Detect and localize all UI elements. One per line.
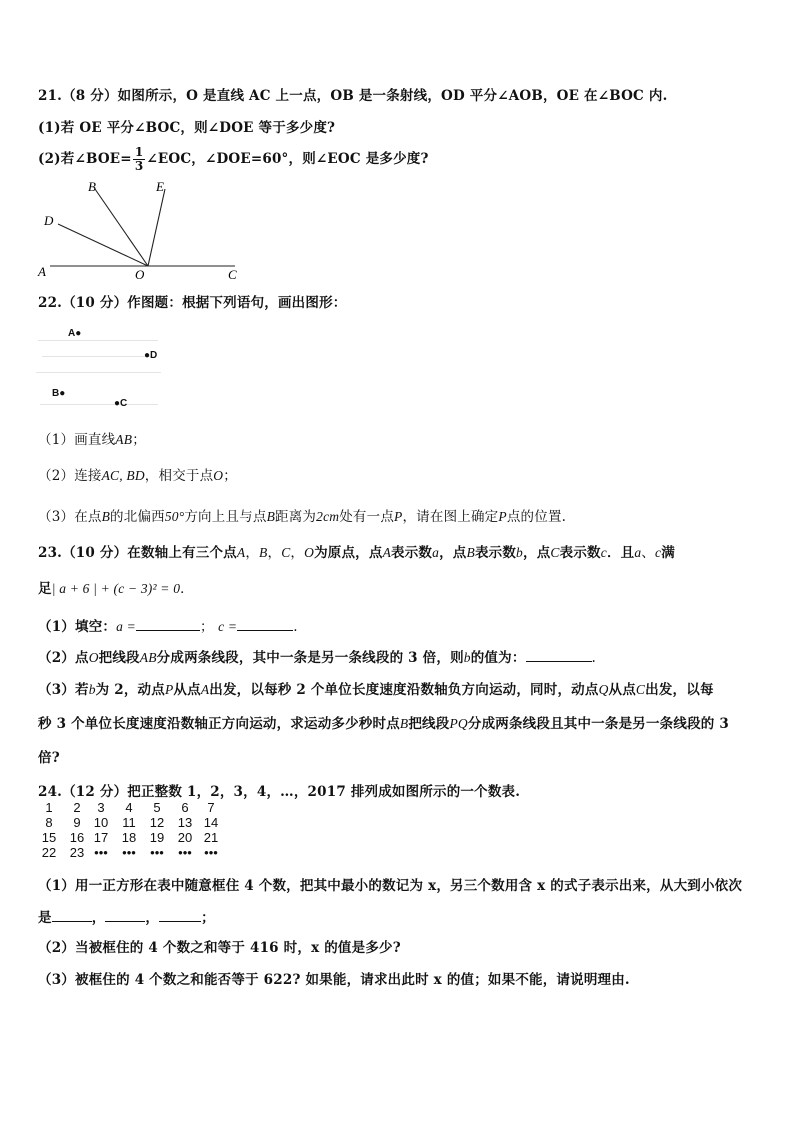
- table-cell: 11: [122, 815, 136, 830]
- text: 表示数: [474, 545, 517, 561]
- math-var: O: [88, 650, 99, 665]
- q23-part3-line3: 倍?: [38, 750, 60, 766]
- math-var: B: [266, 509, 276, 524]
- q24-part3: （3）被框住的 4 个数之和能否等于 622? 如果能，请求出此时 x 的值；如果不能，请说明理由.: [38, 972, 630, 988]
- math-var: c: [600, 545, 607, 560]
- q21-part2-suffix: ∠EOC，∠DOE=60°，则∠EOC 是多少度?: [146, 151, 429, 167]
- math-var: C: [635, 682, 646, 697]
- q24-part1-line1: （1）用一正方形在表中随意框住 4 个数，把其中最小的数记为 x，另三个数用含 x 的式子表示出来，从大到小依次: [38, 878, 743, 894]
- text: 的北偏西: [110, 509, 165, 525]
- math-var: C: [550, 545, 560, 560]
- point-b: B●: [52, 388, 66, 399]
- text: 23.（10 分）在数轴上有三个点: [38, 545, 237, 561]
- scan-noise: [42, 356, 152, 357]
- math-var: AC, BD: [101, 468, 145, 483]
- table-cell: 3: [97, 800, 105, 815]
- table-cell: 23: [69, 845, 85, 860]
- text: 、: [641, 545, 655, 561]
- table-cell: 20: [177, 830, 193, 845]
- text: ；: [223, 468, 237, 484]
- table-cell: 5: [153, 800, 161, 815]
- text: 秒 3 个单位长度速度沿数轴正方向运动，求运动多少秒时点: [38, 716, 400, 732]
- text: ，请在图上确定: [402, 509, 499, 525]
- scan-noise: [38, 340, 158, 341]
- text: ，: [267, 545, 282, 561]
- text: ，: [290, 545, 305, 561]
- text: 表示数: [559, 545, 601, 561]
- scan-noise: [36, 372, 161, 373]
- text: （3）若: [38, 682, 89, 698]
- table-cell: 4: [125, 800, 133, 815]
- label-b: B: [88, 179, 96, 194]
- table-cell: •••: [94, 845, 108, 860]
- q21-title: 21.（8 分）如图所示，O 是直线 AC 上一点，OB 是一条射线，OD 平分∠AOB，OE 在∠BOC 内.: [38, 88, 668, 104]
- text: 的值为：: [470, 650, 526, 666]
- q21-angle-figure: [30, 176, 260, 282]
- point-a: A●: [68, 328, 82, 339]
- q22-part2: [38, 464, 237, 484]
- math-var: B: [101, 509, 111, 524]
- q24-part2: （2）当被框住的 4 个数之和等于 416 时，x 的值是多少?: [38, 940, 401, 956]
- q23-part1: [38, 615, 298, 635]
- math-var: b: [463, 650, 471, 665]
- text: （1）画直线: [38, 432, 116, 448]
- math-var: Q: [598, 682, 609, 697]
- text: 足: [38, 581, 52, 597]
- q23-line2: [38, 577, 194, 597]
- table-cell: 15: [41, 830, 57, 845]
- table-cell: 12: [149, 815, 165, 830]
- q24-title: 24.（12 分）把正整数 1，2，3，4，…，2017 排列成如图所示的一个数表.: [38, 784, 521, 800]
- text: .: [293, 619, 298, 635]
- answer-blank-c[interactable]: [237, 618, 293, 631]
- math-var: A: [236, 545, 246, 560]
- table-cell: 10: [93, 815, 109, 830]
- math-var: P: [394, 509, 403, 524]
- text: 从点: [173, 682, 201, 698]
- text: ；: [132, 432, 146, 448]
- text: 把线段: [408, 716, 450, 732]
- math-var: C: [281, 545, 291, 560]
- text: ，相交于点: [144, 468, 214, 484]
- fraction-numerator: 1: [134, 145, 144, 159]
- text: ，: [91, 910, 106, 926]
- text: 分成两条线段，其中一条是另一条线段的 3 倍，则: [156, 650, 464, 666]
- math-var: O: [213, 468, 224, 483]
- text: （3）在点: [38, 509, 102, 525]
- q22-part3: [38, 505, 566, 525]
- fraction-denominator: 3: [134, 159, 144, 173]
- point-a-label: A: [68, 328, 76, 339]
- text: .: [591, 650, 597, 666]
- point-c-label: C: [120, 398, 128, 409]
- text: 满: [661, 545, 675, 561]
- math-equation: | a + 6 | + (c − 3)² = 0: [51, 581, 181, 596]
- table-cell: 6: [181, 800, 189, 815]
- text: 从点: [608, 682, 636, 698]
- q21-part1: (1)若 OE 平分∠BOC，则∠DOE 等于多少度?: [38, 120, 336, 136]
- math-var: c =: [218, 619, 238, 634]
- text: ，: [145, 910, 160, 926]
- math-var: A: [382, 545, 392, 560]
- math-var: PQ: [449, 716, 468, 731]
- math-var: B: [399, 716, 409, 731]
- text: 点的位置.: [506, 509, 567, 525]
- text: 为原点，点: [314, 545, 383, 561]
- label-e: E: [156, 179, 164, 194]
- table-cell: 18: [121, 830, 137, 845]
- label-a: A: [38, 264, 46, 279]
- point-d-label: D: [150, 350, 158, 361]
- math-var: a: [634, 545, 642, 560]
- text: 表示数: [391, 545, 433, 561]
- label-c: C: [228, 267, 237, 282]
- q23-part3-line2: [38, 712, 729, 732]
- text: 出发，以每秒 2 个单位长度速度沿数轴负方向运动，同时，动点: [209, 682, 599, 698]
- table-cell: 13: [177, 815, 193, 830]
- table-cell: 1: [45, 800, 53, 815]
- q23-part3-line1: [38, 678, 714, 698]
- text: ；: [199, 619, 214, 635]
- answer-blank-2[interactable]: [105, 909, 145, 922]
- text: 方向上且与点: [184, 509, 267, 525]
- math-var: c: [655, 545, 662, 560]
- text: （2）点: [38, 650, 89, 666]
- text: 分成两条线段且其中一条是另一条线段的 3: [467, 716, 729, 732]
- table-cell: •••: [150, 845, 164, 860]
- math-var: P: [498, 509, 507, 524]
- q22-part1: [38, 428, 146, 448]
- q21-fraction: [133, 146, 146, 173]
- text: （1）填空：: [38, 619, 117, 635]
- text: 是: [38, 910, 52, 926]
- label-o: O: [135, 267, 145, 282]
- math-var: A: [200, 682, 210, 697]
- q23-line1: [38, 541, 675, 561]
- table-cell: 14: [203, 815, 219, 830]
- table-cell: 2: [73, 800, 81, 815]
- scan-noise: [40, 404, 158, 405]
- answer-blank-3[interactable]: [159, 909, 201, 922]
- math-var: 2cm: [316, 509, 340, 524]
- q22-title: 22.（10 分）作图题：根据下列语句，画出图形：: [38, 295, 347, 311]
- table-cell: •••: [204, 845, 218, 860]
- math-var: O: [304, 545, 315, 560]
- ray-od: [58, 224, 148, 266]
- math-var: 50°: [164, 509, 185, 524]
- answer-blank-1[interactable]: [52, 909, 92, 922]
- text: 为 2，动点: [95, 682, 165, 698]
- math-var: a =: [116, 619, 136, 634]
- text: 距离为: [275, 509, 317, 525]
- label-d: D: [44, 213, 54, 228]
- text: 把线段: [98, 650, 140, 666]
- text: ．: [180, 581, 194, 597]
- text: ，点: [439, 545, 467, 561]
- text: ．且: [606, 545, 635, 561]
- table-cell: 16: [69, 830, 85, 845]
- ray-ob: [95, 189, 148, 266]
- q21-part2-prefix: (2)若∠BOE=: [38, 151, 132, 167]
- table-cell: 19: [149, 830, 165, 845]
- math-var: b: [516, 545, 523, 560]
- math-var: b: [88, 682, 96, 697]
- answer-blank-b[interactable]: [526, 649, 592, 662]
- table-cell: 8: [45, 815, 53, 830]
- q24-part1-line2: [38, 906, 215, 926]
- text: 出发，以每: [645, 682, 714, 698]
- table-cell: 17: [93, 830, 109, 845]
- text: 处有一点: [339, 509, 395, 525]
- math-var: B: [259, 545, 268, 560]
- table-cell: •••: [122, 845, 136, 860]
- table-cell: •••: [178, 845, 192, 860]
- text: ，: [245, 545, 260, 561]
- point-d: ●D: [144, 350, 158, 361]
- table-cell: 7: [207, 800, 215, 815]
- q23-part2: [38, 646, 596, 666]
- table-cell: 22: [41, 845, 57, 860]
- text: ，点: [523, 545, 551, 561]
- math-var: a: [432, 545, 440, 560]
- text: （2）连接: [38, 468, 102, 484]
- table-cell: 9: [73, 815, 81, 830]
- table-cell: 21: [203, 830, 219, 845]
- point-b-label: B: [52, 388, 60, 399]
- point-c: ●C: [114, 398, 128, 409]
- math-var: P: [164, 682, 174, 697]
- math-var: AB: [115, 432, 133, 447]
- math-var: B: [466, 545, 475, 560]
- ray-oe: [148, 189, 165, 266]
- math-var: AB: [139, 650, 157, 665]
- text: ；: [201, 910, 215, 926]
- q22-point-figure: [34, 322, 174, 412]
- q21-part2: [38, 146, 429, 173]
- answer-blank-a[interactable]: [136, 618, 200, 631]
